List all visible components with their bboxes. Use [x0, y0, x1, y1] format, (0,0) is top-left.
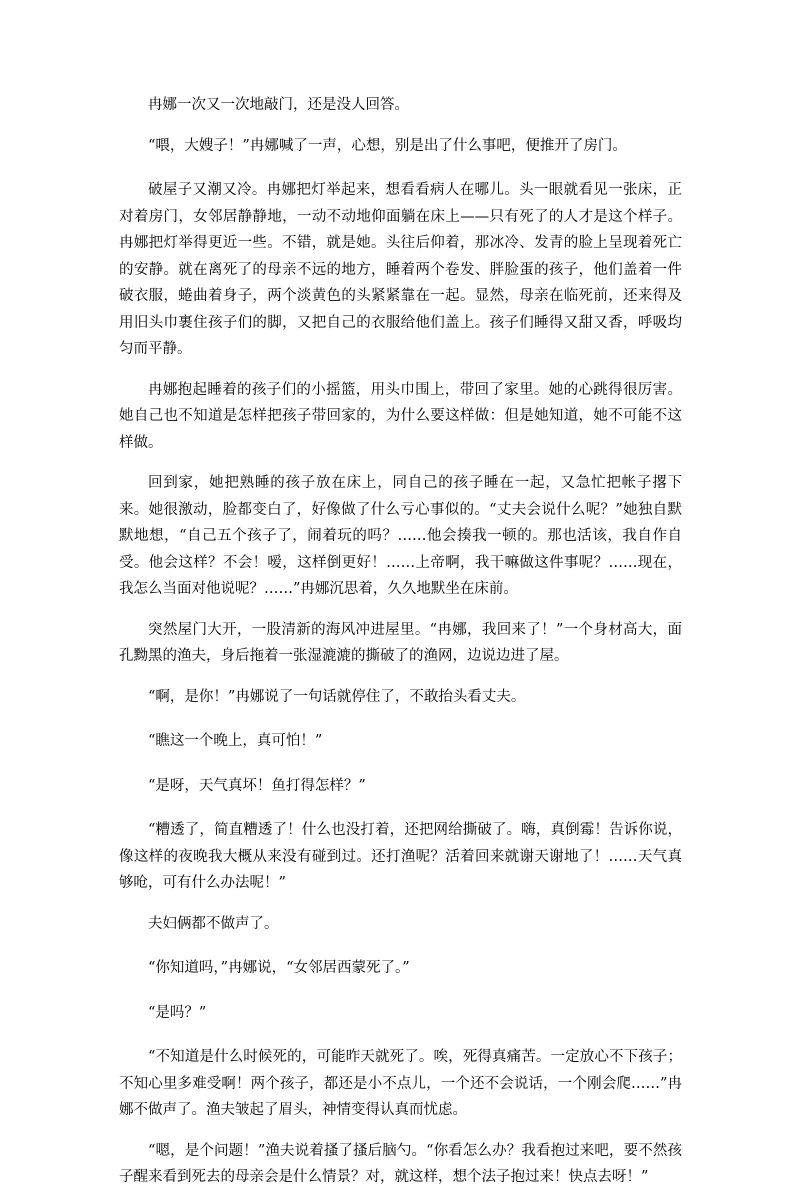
paragraph-5: 回到家，她把熟睡的孩子放在床上，同自己的孩子睡在一起，又急忙把帐子撂下来。她很激动，脸都变白了，好像做了什么亏心事似的。“丈夫会说什么呢？”她独自默默地想，“自己五个孩子了，闹着玩的吗？……他会揍我一顿的。那也活该，我自作自受。他会这样？不会！嗳，这样倒更好！……上帝啊，我干嘛做这件事呢？……现在，我怎么当面对他说呢？……”冉娜沉思着，久久地默坐在床前。 [119, 475, 682, 597]
paragraph-10: “糟透了，简直糟透了！什么也没打着，还把网给撕破了。嗨，真倒霉！告诉你说，像这样的夜晚我大概从来没有碰到过。还打渔呢？活着回来就谢天谢地了！……天气真够呛，可有什么办法呢！” [119, 822, 682, 891]
paragraph-12: “你知道吗，”冉娜说，“女邻居西蒙死了。” [148, 960, 410, 976]
paragraph-4: 冉娜抱起睡着的孩子们的小摇篮，用头巾围上，带回了家里。她的心跳得很厉害。她自己也不知道是怎样把孩子带回家的，为什么要这样做：但是她知道，她不可能不这样做。 [119, 381, 682, 451]
paragraph-3: 破屋子又潮又冷。冉娜把灯举起来，想看看病人在哪儿。头一眼就看见一张床，正对着房门，女邻居静静地，一动不动地仰面躺在床上——只有死了的人才是这个样子。冉娜把灯举得更近一些。不错，就是她。头往后仰着，那冰冷、发青的脸上呈现着死亡的安静。就在离死了的母亲不远的地方，睡着两个卷发、胖脸蛋的孩子，他们盖着一件破衣服，蜷曲着身子，两个淡黄色的头紧紧靠在一起。显然，母亲在临死前，还来得及用旧头巾裹住孩子们的脚，又把自己的衣服给他们盖上。孩子们睡得又甜又香，呼吸均匀而平静。 [119, 182, 682, 357]
paragraph-8: “瞧这一个晚上，真可怕！” [148, 733, 323, 749]
paragraph-14: “不知道是什么时候死的，可能昨天就死了。唉，死得真痛苦。一定放心不下孩子；不知心里多难受啊！两个孩子，都还是小不点儿，一个还不会说话，一个刚会爬……”冉娜不做声了。渔夫皱起了眉头，神情变得认真而忧虑。 [119, 1049, 682, 1118]
paragraph-13: “是吗？” [148, 1004, 207, 1021]
document-page [119, 92, 682, 1191]
paragraph-2: “喂，大嫂子！”冉娜喊了一声，心想，别是出了什么事吧，便推开了房门。 [148, 137, 627, 154]
paragraph-1: 冉娜一次又一次地敲门，还是没人回答。 [148, 97, 409, 113]
paragraph-15: “嗯，是个问题！”渔夫说着搔了搔后脑勺。“你看怎么办？我看抱过来吧，要不然孩子醒来看到死去的母亲会是什么情景？对，就这样，想个法子抱过来！快点去呀！” [119, 1142, 682, 1185]
paragraph-11: 夫妇俩都不做声了。 [148, 915, 279, 932]
paragraph-9: “是呀，天气真坏！鱼打得怎样？” [148, 777, 366, 794]
paragraph-7: “啊，是你！”冉娜说了一句话就停住了，不敢抬头看丈夫。 [148, 688, 526, 705]
paragraph-6: 突然屋门大开，一股清新的海风冲进屋里。“冉娜，我回来了！”一个身材高大，面孔黝黑的渔夫，身后拖着一张湿漉漉的撕破了的渔网，边说边进了屋。 [119, 621, 682, 664]
